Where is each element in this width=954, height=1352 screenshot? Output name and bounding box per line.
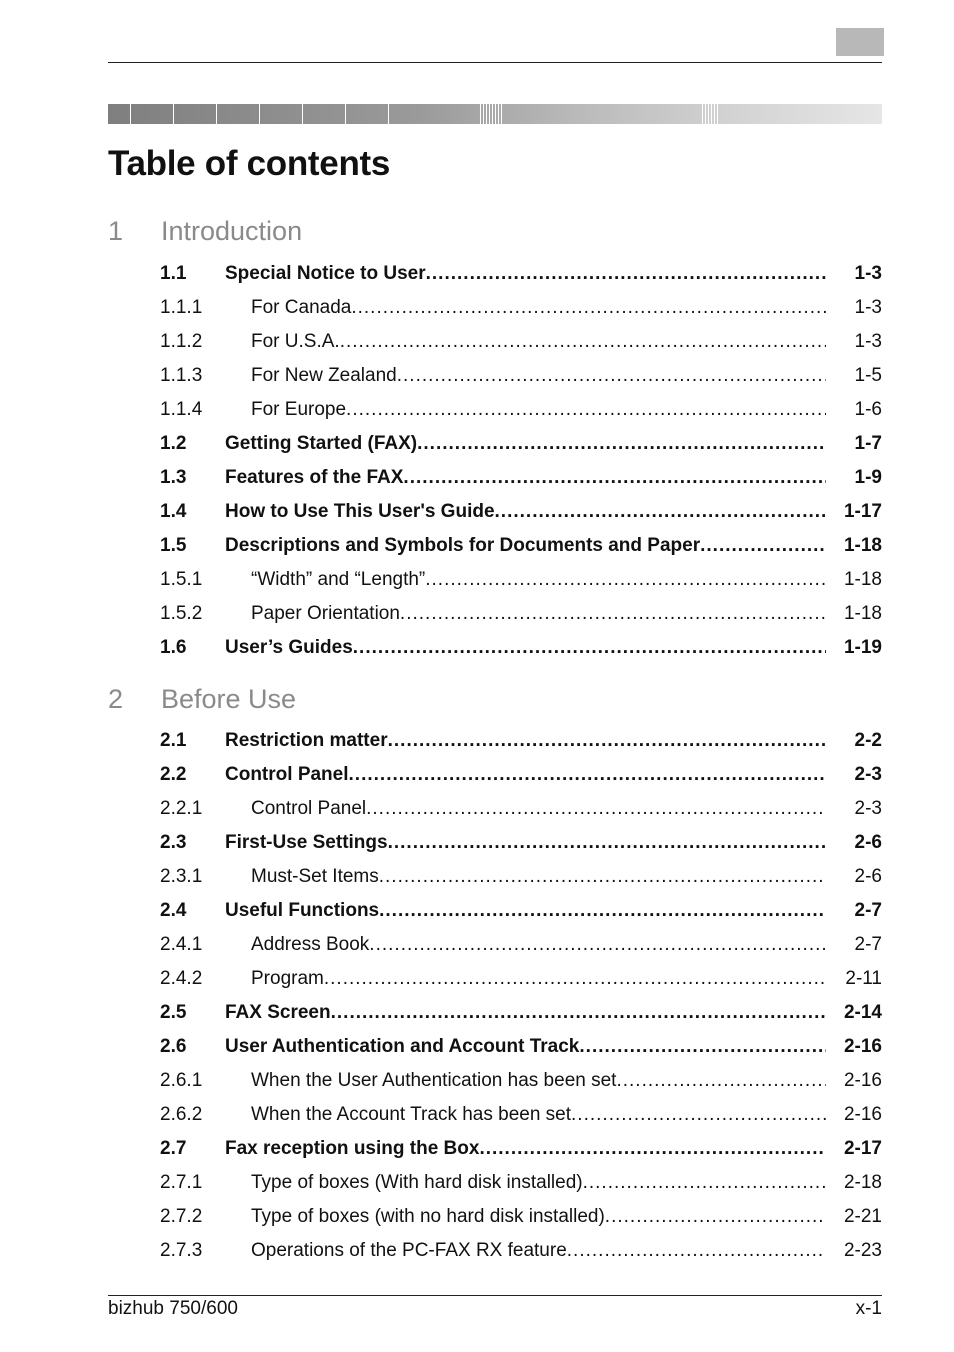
toc-entry-title: Special Notice to User [225, 263, 426, 284]
toc-entry-title-wrap [251, 930, 830, 960]
toc-entry-title-wrap [251, 395, 830, 425]
toc-entry-title: When the Account Track has been set [251, 1104, 572, 1125]
chapter-number: 2 [108, 684, 124, 714]
dot-leader [567, 1236, 826, 1266]
dot-leader [346, 395, 826, 425]
toc-entry-title-wrap [225, 463, 830, 493]
dot-leader [366, 794, 826, 824]
toc-entry-title-wrap [225, 1134, 830, 1164]
dot-leader [331, 998, 826, 1028]
toc-entry-page: 1-18 [843, 535, 882, 556]
dot-leader [400, 599, 826, 629]
toc-entry-number: 2.3 [160, 832, 187, 853]
toc-entry-title: For New Zealand [251, 365, 397, 386]
toc-entry-title: When the User Authentication has been set [251, 1070, 617, 1091]
dot-leader [324, 964, 826, 994]
toc-entry[interactable] [160, 497, 882, 527]
toc-entry-number: 2.4 [160, 900, 187, 921]
dot-leader [353, 633, 826, 663]
toc-entry[interactable] [160, 293, 882, 323]
toc-entry-number: 2.4.1 [160, 934, 203, 955]
toc-entry[interactable] [160, 1032, 882, 1062]
toc-entry[interactable] [160, 794, 882, 824]
toc-entry-title: Address Book [251, 934, 370, 955]
toc-entry-title: Must-Set Items [251, 866, 379, 887]
toc-entry-number: 2.7.2 [160, 1206, 203, 1227]
toc-entry-page: 2-11 [845, 968, 882, 989]
toc-entry-number: 1.3 [160, 467, 187, 488]
toc-entry-title-wrap [251, 964, 830, 994]
toc-entry-number: 1.1.3 [160, 365, 203, 386]
toc-entry[interactable] [160, 896, 882, 926]
toc-entry-page: 2-21 [843, 1206, 882, 1227]
toc-entry-page: 2-6 [854, 866, 882, 887]
dot-leader [349, 760, 826, 790]
toc-entry[interactable] [160, 1168, 882, 1198]
toc-entry[interactable] [160, 964, 882, 994]
dot-leader [425, 565, 826, 595]
toc-entry[interactable] [160, 327, 882, 357]
toc-entry-title-wrap [251, 1066, 830, 1096]
decorative-title-bar [108, 104, 882, 124]
toc-entry-title-wrap [225, 998, 830, 1028]
toc-entry-page: 2-14 [843, 1002, 882, 1023]
toc-entry-number: 1.1.2 [160, 331, 203, 352]
toc-entry-title: Fax reception using the Box [225, 1138, 480, 1159]
page-title: Table of contents [108, 144, 391, 183]
toc-entry-title-wrap [225, 497, 830, 527]
header-rule [108, 62, 882, 63]
toc-entry-title: User’s Guides [225, 637, 353, 658]
toc-entry-title-wrap [225, 828, 830, 858]
toc-entry-title: For Europe [251, 399, 347, 420]
toc-entry-page: 2-18 [843, 1172, 882, 1193]
toc-entry-title: Type of boxes (with no hard disk installed) [251, 1206, 605, 1227]
toc-entry-page: 1-6 [854, 399, 882, 420]
dot-leader [479, 1134, 826, 1164]
toc-entry-title: Control Panel [251, 798, 367, 819]
toc-entry-page: 1-9 [854, 467, 882, 488]
toc-entry-title-wrap [251, 1236, 830, 1266]
dot-leader [571, 1100, 826, 1130]
toc-entry-number: 2.7.1 [160, 1172, 203, 1193]
toc-entry-page: 1-3 [854, 263, 882, 284]
toc-entry-title-wrap [251, 1100, 830, 1130]
toc-entry-number: 1.2 [160, 433, 187, 454]
toc-entry[interactable] [160, 998, 882, 1028]
toc-entry-page: 2-23 [843, 1240, 882, 1261]
toc-entry-page: 2-7 [854, 900, 882, 921]
toc-entry-title: Operations of the PC-FAX RX feature [251, 1240, 567, 1261]
toc-entry-number: 2.2 [160, 764, 187, 785]
toc-entry-title-wrap [225, 531, 830, 561]
toc-entry-title-wrap [225, 1032, 830, 1062]
toc-entry-page: 2-2 [854, 730, 882, 751]
chapter-title: Before Use [161, 684, 297, 714]
toc-entry-title: Features of the FAX [225, 467, 404, 488]
toc-entry-page: 1-18 [843, 569, 882, 590]
toc-entry[interactable] [160, 531, 882, 561]
toc-entry-number: 1.4 [160, 501, 187, 522]
toc-entry-number: 2.5 [160, 1002, 187, 1023]
toc-entry-page: 2-6 [854, 832, 882, 853]
toc-entry-title: Useful Functions [225, 900, 380, 921]
toc-entry-title-wrap [251, 293, 830, 323]
toc-entry[interactable] [160, 395, 882, 425]
toc-entry-number: 1.1.1 [160, 297, 203, 318]
toc-entry-title: First-Use Settings [225, 832, 388, 853]
toc-entry-title-wrap [251, 794, 830, 824]
dot-leader [351, 293, 826, 323]
toc-entry-title-wrap [251, 862, 830, 892]
toc-entry-number: 2.7.3 [160, 1240, 203, 1261]
toc-entry-page: 1-7 [854, 433, 882, 454]
toc-entry-title-wrap [251, 327, 830, 357]
toc-entry-number: 1.1 [160, 263, 187, 284]
toc-entry-title: Getting Started (FAX) [225, 433, 418, 454]
toc-entry-title: Type of boxes (With hard disk installed) [251, 1172, 583, 1193]
toc-entry-title: User Authentication and Account Track [225, 1036, 580, 1057]
chapter-tab-marker [836, 28, 884, 56]
dot-leader [616, 1066, 826, 1096]
dot-leader [605, 1202, 826, 1232]
toc-entry-title: Program [251, 968, 324, 989]
toc-entry-page: 1-19 [843, 637, 882, 658]
dot-leader [700, 531, 826, 561]
dot-leader [583, 1168, 826, 1198]
toc-entry[interactable] [160, 1100, 882, 1130]
dot-leader [379, 896, 826, 926]
toc-entry[interactable] [160, 259, 882, 289]
toc-entry-title: For Canada [251, 297, 352, 318]
toc-entry[interactable] [160, 1134, 882, 1164]
toc-entry-number: 2.3.1 [160, 866, 203, 887]
toc-entry[interactable] [160, 361, 882, 391]
toc-entry-number: 2.6.1 [160, 1070, 203, 1091]
toc-entry-number: 2.2.1 [160, 798, 203, 819]
toc-entry-number: 2.7 [160, 1138, 187, 1159]
dot-leader [369, 930, 826, 960]
toc-entry-title-wrap [251, 1168, 830, 1198]
toc-entry-title-wrap [225, 259, 830, 289]
dot-leader [379, 862, 826, 892]
toc-entry-page: 1-18 [843, 603, 882, 624]
toc-entry[interactable] [160, 463, 882, 493]
toc-entry-number: 1.5 [160, 535, 187, 556]
toc-entry-number: 2.6.2 [160, 1104, 203, 1125]
toc-entry[interactable] [160, 599, 882, 629]
toc-entry[interactable] [160, 633, 882, 663]
toc-entry-number: 1.5.1 [160, 569, 203, 590]
footer-page-number: x-1 [855, 1298, 882, 1319]
toc-entry[interactable] [160, 930, 882, 960]
dot-leader [388, 828, 826, 858]
toc-entry-page: 1-5 [854, 365, 882, 386]
toc-entry-title: Control Panel [225, 764, 349, 785]
dot-leader [388, 726, 826, 756]
footer-product-name: bizhub 750/600 [108, 1298, 238, 1319]
toc-entry-number: 2.6 [160, 1036, 187, 1057]
toc-entry-title: “Width” and “Length” [251, 569, 426, 590]
toc-entry[interactable] [160, 1202, 882, 1232]
toc-entry[interactable] [160, 429, 882, 459]
dot-leader [417, 429, 826, 459]
toc-entry-page: 1-3 [854, 331, 882, 352]
toc-entry-title-wrap [251, 599, 830, 629]
toc-entry-title-wrap [251, 361, 830, 391]
dot-leader [403, 463, 826, 493]
toc-entry-title-wrap [225, 726, 830, 756]
footer-rule [108, 1295, 882, 1296]
dot-leader [579, 1032, 826, 1062]
toc-entry-title-wrap [225, 896, 830, 926]
toc-entry[interactable] [160, 760, 882, 790]
toc-entry[interactable] [160, 1066, 882, 1096]
toc-entry-title: FAX Screen [225, 1002, 331, 1023]
toc-entry-title: For U.S.A. [251, 331, 340, 352]
chapter-title: Introduction [161, 216, 303, 246]
toc-entry-number: 1.5.2 [160, 603, 203, 624]
toc-entry-title: Restriction matter [225, 730, 388, 751]
dot-leader [340, 327, 826, 357]
toc-entry-page: 2-3 [854, 764, 882, 785]
chapter-number: 1 [108, 216, 124, 246]
toc-entry[interactable] [160, 726, 882, 756]
toc-entry-title-wrap [251, 1202, 830, 1232]
toc-entry-title-wrap [225, 633, 830, 663]
toc-entry-title-wrap [251, 565, 830, 595]
dot-leader [397, 361, 826, 391]
toc-entry[interactable] [160, 828, 882, 858]
toc-entry[interactable] [160, 565, 882, 595]
toc-entry-title: How to Use This User's Guide [225, 501, 495, 522]
toc-entry-page: 2-16 [843, 1104, 882, 1125]
toc-entry-page: 2-17 [843, 1138, 882, 1159]
toc-entry-page: 1-3 [854, 297, 882, 318]
toc-entry-number: 2.4.2 [160, 968, 203, 989]
toc-entry-page: 2-16 [843, 1070, 882, 1091]
toc-entry-number: 2.1 [160, 730, 187, 751]
dot-leader [495, 497, 826, 527]
toc-entry-title-wrap [225, 429, 830, 459]
toc-entry-page: 2-3 [854, 798, 882, 819]
toc-entry-number: 1.6 [160, 637, 187, 658]
toc-entry-title-wrap [225, 760, 830, 790]
toc-entry-page: 1-17 [843, 501, 882, 522]
toc-entry-title: Paper Orientation [251, 603, 400, 624]
toc-entry[interactable] [160, 862, 882, 892]
toc-entry[interactable] [160, 1236, 882, 1266]
toc-entry-page: 2-16 [843, 1036, 882, 1057]
dot-leader [426, 259, 826, 289]
toc-entry-title: Descriptions and Symbols for Documents and Paper [225, 535, 701, 556]
toc-entry-page: 2-7 [854, 934, 882, 955]
toc-entry-number: 1.1.4 [160, 399, 203, 420]
